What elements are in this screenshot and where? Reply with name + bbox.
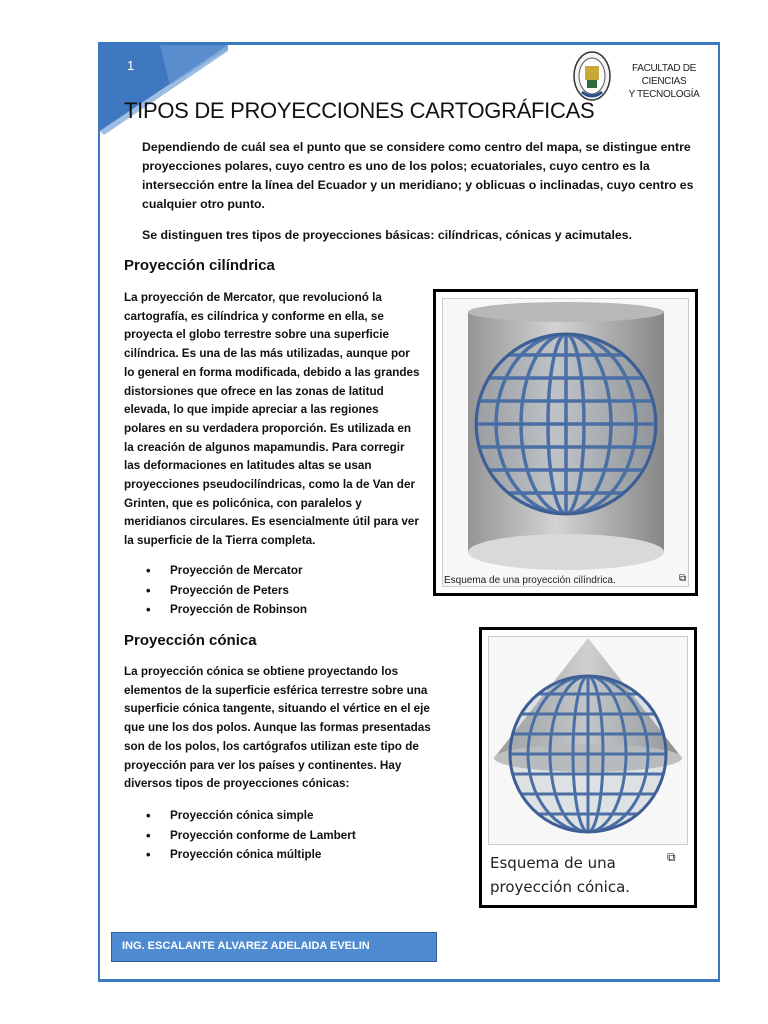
list-item: • Proyección de Peters: [124, 581, 307, 601]
cone-globe-illustration: [488, 636, 688, 848]
enlarge-icon[interactable]: ⧉: [667, 850, 676, 864]
list-item: • Proyección cónica múltiple: [124, 845, 356, 865]
conic-list: [124, 806, 356, 865]
cylindrical-list: [124, 561, 307, 620]
list-item: • Proyección de Mercator: [124, 561, 307, 581]
cylindrical-body: La proyección de Mercator, que revolucionó la cartografía, es cilíndrica y conforme en ella, se proyecta el globo terrestre sobre una superficie cilíndrica. Es una de las más utilizadas, aunque por lo general en forma modificada, debido a las grandes distorsiones que ofrece en las zonas de latitud elevada, lo que impide apreciar a las regiones polares en su verdadera proporción. Es utilizada en la creación de algunos mapamundis. Para corregir las deformaciones en latitudes altas se usan proyecciones pseudocilíndricas, como la de Van der Grinten, que es policónica, con paralelos y meridianos circulares. Es esencialmente útil para ver la superficie de la Tierra completa.: [124, 291, 420, 548]
conic-heading: Proyección cónica: [124, 632, 257, 649]
conic-body: La proyección cónica se obtiene proyectando los elementos de la superficie esférica terrestre sobre una superficie cónica tangente, situando el vértice en el eje que une los dos polos. Aunque las formas presentadas son de los polos, los cartógrafos utilizan este tipo de proyección para ver los países y continentes. Hay diversos tipos de proyecciones cónicas:: [124, 665, 431, 791]
conic-caption-line-1: Esquema de una: [490, 854, 616, 872]
faculty-line-1: FACULTAD DE CIENCIAS: [631, 63, 697, 87]
page-title: TIPOS DE PROYECCIONES CARTOGRÁFICAS: [124, 98, 595, 123]
cylindrical-caption: Esquema de una proyección cilíndrica.: [444, 575, 616, 586]
conic-figure: [479, 627, 697, 908]
list-item: • Proyección conforme de Lambert: [124, 826, 356, 846]
conic-caption-line-2: proyección cónica.: [490, 878, 631, 896]
list-item: • Proyección cónica simple: [124, 806, 356, 826]
enlarge-icon[interactable]: ⧉: [679, 573, 687, 584]
footer-author-box: [111, 932, 437, 962]
cylindrical-figure: [433, 289, 698, 596]
intro-paragraph-1: Dependiendo de cuál sea el punto que se considere como centro del mapa, se distingue entre proyecciones polares, cuyo centro es uno de los polos; ecuatoriales, cuyo centro es la intersección entre la línea del Ecuador y un meridiano; y oblicuas o inclinadas, cuyo centro es cualquier otro punto.: [142, 140, 694, 211]
page-number: 1: [127, 58, 135, 73]
conic-caption: [490, 851, 630, 899]
faculty-name: [612, 62, 716, 101]
footer-author: ING. ESCALANTE ALVAREZ ADELAIDA EVELIN: [122, 940, 370, 952]
cylindrical-heading: Proyección cilíndrica: [124, 257, 275, 274]
intro-paragraph-2: Se distinguen tres tipos de proyecciones básicas: cilíndricas, cónicas y acimutales.: [142, 228, 633, 242]
list-item: • Proyección de Robinson: [124, 600, 307, 620]
cylinder-globe-illustration: [446, 300, 686, 574]
faculty-line-2: Y TECNOLOGÍA: [628, 89, 700, 100]
faculty-seal-logo: [572, 50, 612, 102]
